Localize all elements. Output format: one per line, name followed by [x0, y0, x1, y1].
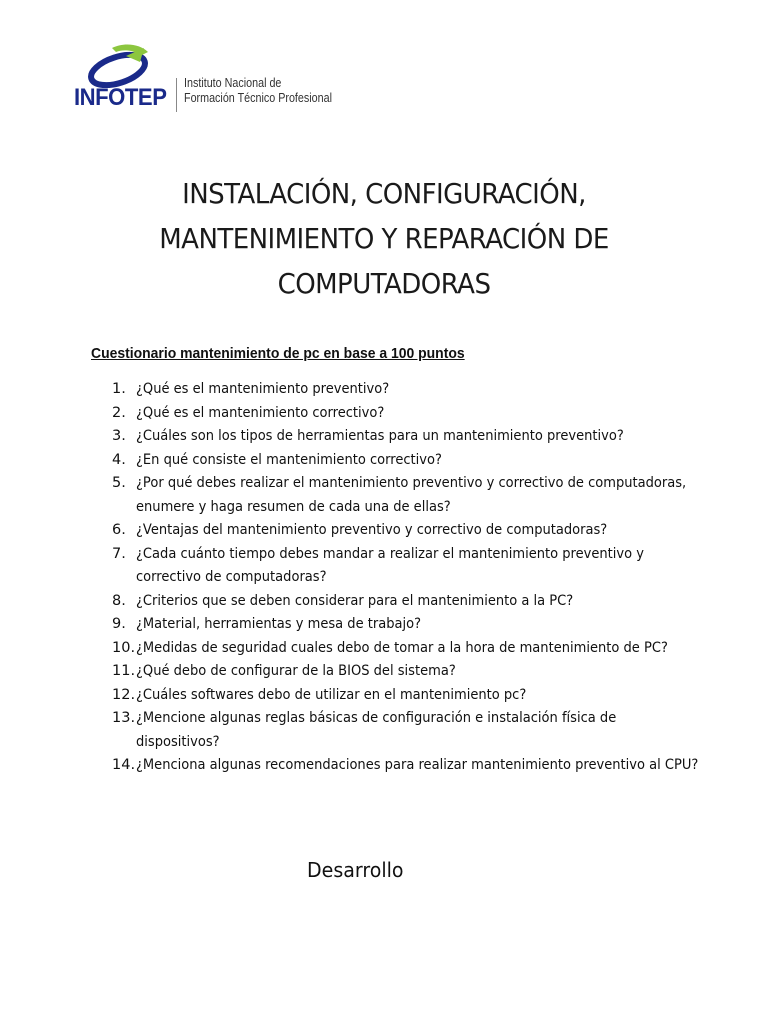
list-item [112, 519, 702, 543]
logo-swoosh-icon [82, 42, 154, 88]
question-number: 2. [112, 404, 126, 421]
question-text: ¿Medidas de seguridad cuales debo de tomar a la hora de mantenimiento de PC? [136, 639, 668, 656]
question-number: 8. [112, 592, 126, 609]
question-text: ¿Ventajas del mantenimiento preventivo y correctivo de computadoras? [136, 522, 608, 538]
list-item [112, 472, 702, 519]
question-text: ¿En qué consiste el mantenimiento correctivo? [136, 451, 442, 468]
list-item [112, 613, 702, 637]
question-number: 6. [112, 522, 126, 538]
question-number: 11. [112, 663, 136, 679]
question-number: 12. [112, 686, 136, 703]
question-number: 5. [112, 475, 126, 491]
question-text: ¿Cuáles son los tipos de herramientas para un mantenimiento preventivo? [136, 428, 624, 444]
question-text: ¿Cuáles softwares debo de utilizar en el mantenimiento pc? [136, 686, 527, 703]
question-text: ¿Por qué debes realizar el mantenimiento preventivo y correctivo de computadoras, enumere y haga resumen de cada una de ellas? [136, 475, 687, 515]
question-number: 9. [112, 616, 126, 632]
question-number: 1. [112, 381, 126, 397]
question-number: 3. [112, 428, 126, 444]
question-text: ¿Criterios que se deben considerar para el mantenimiento a la PC? [136, 592, 574, 609]
title-line-2: MANTENIMIENTO Y REPARACIÓN DE [159, 221, 609, 255]
question-text: ¿Qué es el mantenimiento preventivo? [136, 381, 390, 397]
institution-line-2: Formación Técnico Profesional [184, 91, 332, 105]
list-item [112, 449, 702, 473]
document-title [105, 171, 663, 306]
question-number: 7. [112, 545, 126, 562]
list-item [112, 684, 702, 708]
title-line-3: COMPUTADORAS [277, 266, 491, 300]
logo-wordmark: INFOTEP [74, 84, 167, 111]
logo-divider [176, 78, 177, 112]
list-item [112, 378, 702, 402]
question-number: 10. [112, 639, 136, 656]
list-item [112, 754, 702, 778]
list-item [112, 590, 702, 614]
questionnaire-heading: Cuestionario mantenimiento de pc en base a 100 puntos [91, 345, 465, 362]
question-text: ¿Qué debo de configurar de la BIOS del sistema? [136, 663, 456, 679]
development-heading: Desarrollo [307, 858, 404, 882]
question-number: 14. [112, 757, 136, 773]
question-text: ¿Material, herramientas y mesa de trabajo? [136, 616, 422, 632]
infotep-logo [72, 42, 332, 112]
list-item [112, 425, 702, 449]
list-item [112, 637, 702, 661]
question-text: ¿Mencione algunas reglas básicas de configuración e instalación física de dispositivos? [136, 710, 617, 750]
question-list [112, 378, 702, 778]
list-item [112, 660, 702, 684]
question-number: 13. [112, 710, 136, 726]
question-number: 4. [112, 451, 126, 468]
title-line-1: INSTALACIÓN, CONFIGURACIÓN, [182, 176, 586, 210]
list-item [112, 543, 702, 590]
institution-name [184, 76, 332, 106]
question-text: ¿Qué es el mantenimiento correctivo? [136, 404, 385, 421]
list-item [112, 402, 702, 426]
institution-line-1: Instituto Nacional de [184, 76, 282, 90]
list-item [112, 707, 702, 754]
question-text: ¿Menciona algunas recomendaciones para realizar mantenimiento preventivo al CPU? [136, 757, 699, 773]
question-text: ¿Cada cuánto tiempo debes mandar a realizar el mantenimiento preventivo y correctivo de computadoras? [136, 545, 644, 585]
